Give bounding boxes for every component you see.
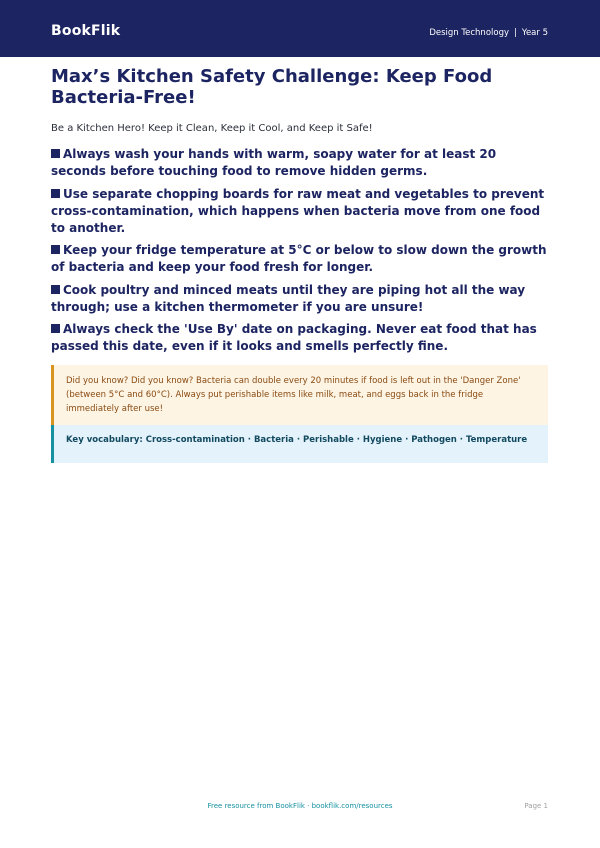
brand-logo[interactable]: BookFlik xyxy=(51,23,121,39)
page-title: Max’s Kitchen Safety Challenge: Keep Food Bacteria-Free! xyxy=(51,66,493,108)
subject-label: Design Technology xyxy=(429,28,510,38)
square-bullet-icon xyxy=(51,245,60,254)
did-you-know-callout xyxy=(51,365,548,425)
list-item xyxy=(51,321,548,355)
rule-text: Always check the 'Use By' date on packaging. Never eat food that has passed this date, even if it looks and smells perfectly fine. xyxy=(51,322,537,353)
rule-text: Use separate chopping boards for raw meat and vegetables to prevent cross-contamination, which happens when bacteria move from one food to another. xyxy=(51,186,545,235)
header-bar xyxy=(0,0,600,57)
square-bullet-icon xyxy=(51,324,60,333)
rule-text: Cook poultry and minced meats until they are piping hot all the way through; use a kitchen thermometer if you are unsure! xyxy=(51,282,526,314)
square-bullet-icon xyxy=(51,285,60,294)
page-subtitle: Be a Kitchen Hero! Keep it Clean, Keep it Cool, and Keep it Safe! xyxy=(51,123,373,134)
key-vocabulary-box xyxy=(51,425,548,463)
rule-text: Always wash your hands with warm, soapy water for at least 20 seconds before touching food to remove hidden germs. xyxy=(51,147,497,178)
list-item xyxy=(51,242,548,276)
page-number: Page 1 xyxy=(524,802,548,810)
callout-text: Did you know? Did you know? Bacteria can double every 20 minutes if food is left out in the 'Danger Zone' (between 5°C and 60°C). Always put perishable items like milk, meat, and eggs back in the fridge immediately after use! xyxy=(66,376,521,414)
square-bullet-icon xyxy=(51,149,60,158)
main-content xyxy=(51,66,548,463)
safety-rules-list xyxy=(51,146,548,355)
meta-separator: | xyxy=(514,28,517,38)
footer-credit-link[interactable]: Free resource from BookFlik · bookflik.com/resources xyxy=(207,802,393,810)
square-bullet-icon xyxy=(51,189,60,198)
year-label: Year 5 xyxy=(521,28,548,38)
vocab-text: Key vocabulary: Cross-contamination · Bacteria · Perishable · Hygiene · Pathogen · Temperature xyxy=(66,435,528,445)
header-meta xyxy=(429,28,548,38)
list-item xyxy=(51,186,548,237)
list-item xyxy=(51,282,548,316)
rule-text: Keep your fridge temperature at 5°C or below to slow down the growth of bacteria and keep your food fresh for longer. xyxy=(51,243,547,274)
list-item xyxy=(51,146,548,180)
footer xyxy=(0,802,600,814)
